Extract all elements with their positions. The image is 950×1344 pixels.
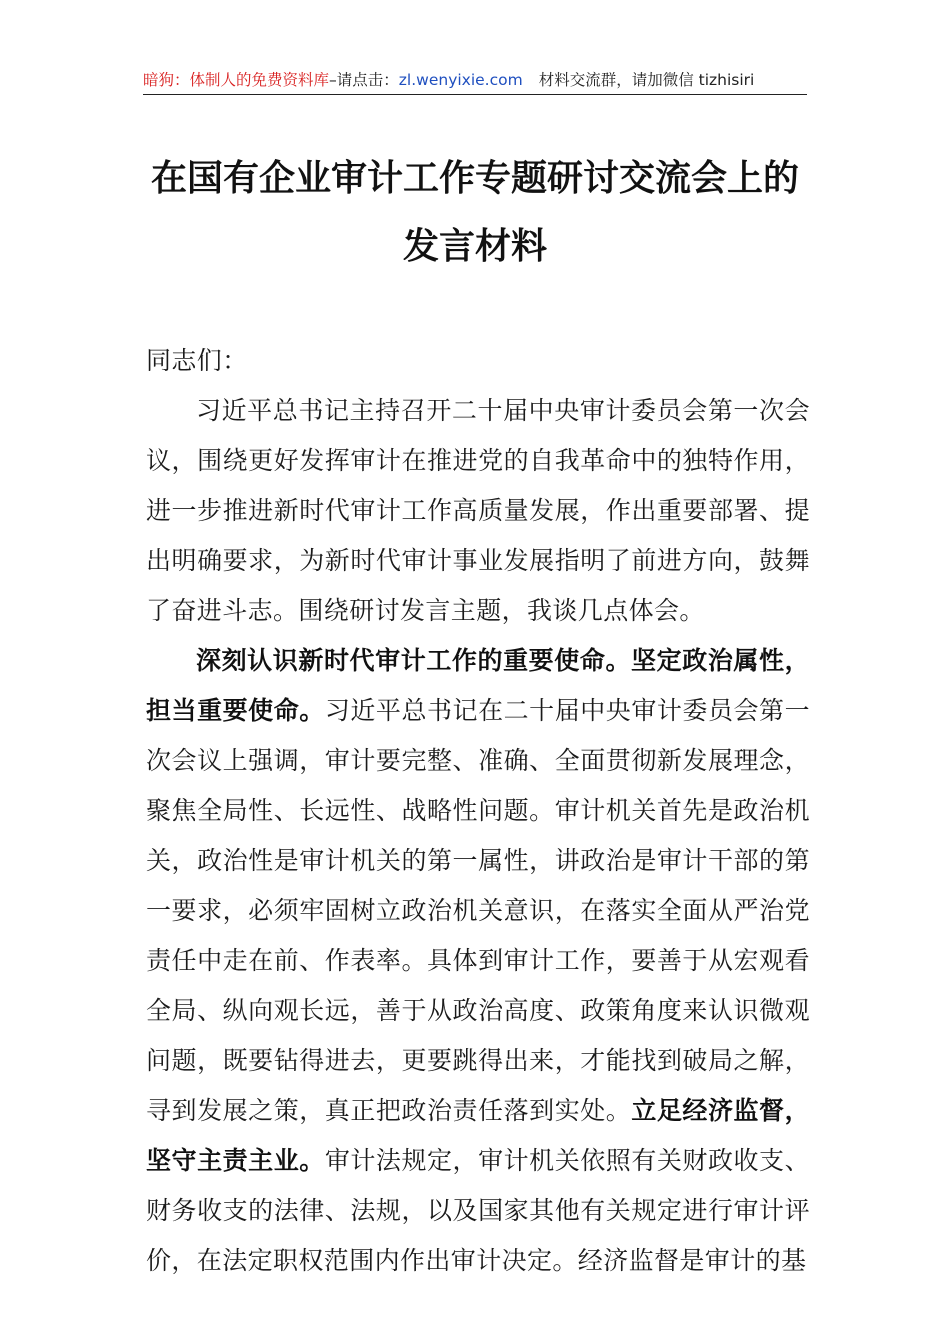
section-text-1: 习近平总书记在二十届中央审计委员会第一次会议上强调，审计要完整、准确、全面贯彻新发展理念，聚焦全局性、长远性、战略性问题。审计机关首先是政治机关，政治性是审计机关的第一属性，讲政治是审计干部的第一要求，必须牢固树立政治机关意识，在落实全面从严治党责任中走在前、作表率。具体到审计工作，要善于从宏观看全局、纵向观长远，善于从政治高度、政策角度来认识微观问题，既要钻得进去，更要跳得出来，才能找到破局之解，寻到发展之策，真正把政治责任落到实处。 xyxy=(146,696,810,1125)
section-subheading-2: 立足经济监督，坚守主责主业。 xyxy=(146,1096,810,1175)
page-header xyxy=(143,66,807,95)
document-body xyxy=(146,336,810,1286)
header-contact: 材料交流群，请加微信 tizhisiri xyxy=(538,71,755,89)
header-prefix: 暗狗：体制人的免费资料库 xyxy=(143,71,330,89)
section-subheading-1: 坚定政治属性，担当重要使命。 xyxy=(146,646,810,725)
section-heading: 深刻认识新时代审计工作的重要使命。 xyxy=(196,646,632,675)
document-title-line2: 发言材料 xyxy=(402,225,547,267)
section-text-2: 审计法规定，审计机关依照有关财政收支、财务收支的法律、法规，以及国家其他有关规定进行审计评价，在法定职权范围内作出审计决定。经济监督是审计的基 xyxy=(146,1146,810,1275)
document-title-line1: 在国有企业审计工作专题研讨交流会上的 xyxy=(150,157,799,199)
header-url-link[interactable]: zl.wenyixie.com xyxy=(398,71,523,89)
paragraph-intro: 习近平总书记主持召开二十届中央审计委员会第一次会议，围绕更好发挥审计在推进党的自我革命中的独特作用，进一步推进新时代审计工作高质量发展，作出重要部署、提出明确要求，为新时代审计事业发展指明了前进方向，鼓舞了奋进斗志。围绕研讨发言主题，我谈几点体会。 xyxy=(146,396,810,625)
salutation: 同志们： xyxy=(146,346,248,375)
paragraph-section-1 xyxy=(146,636,810,1286)
header-link-label: –请点击： xyxy=(329,71,399,89)
